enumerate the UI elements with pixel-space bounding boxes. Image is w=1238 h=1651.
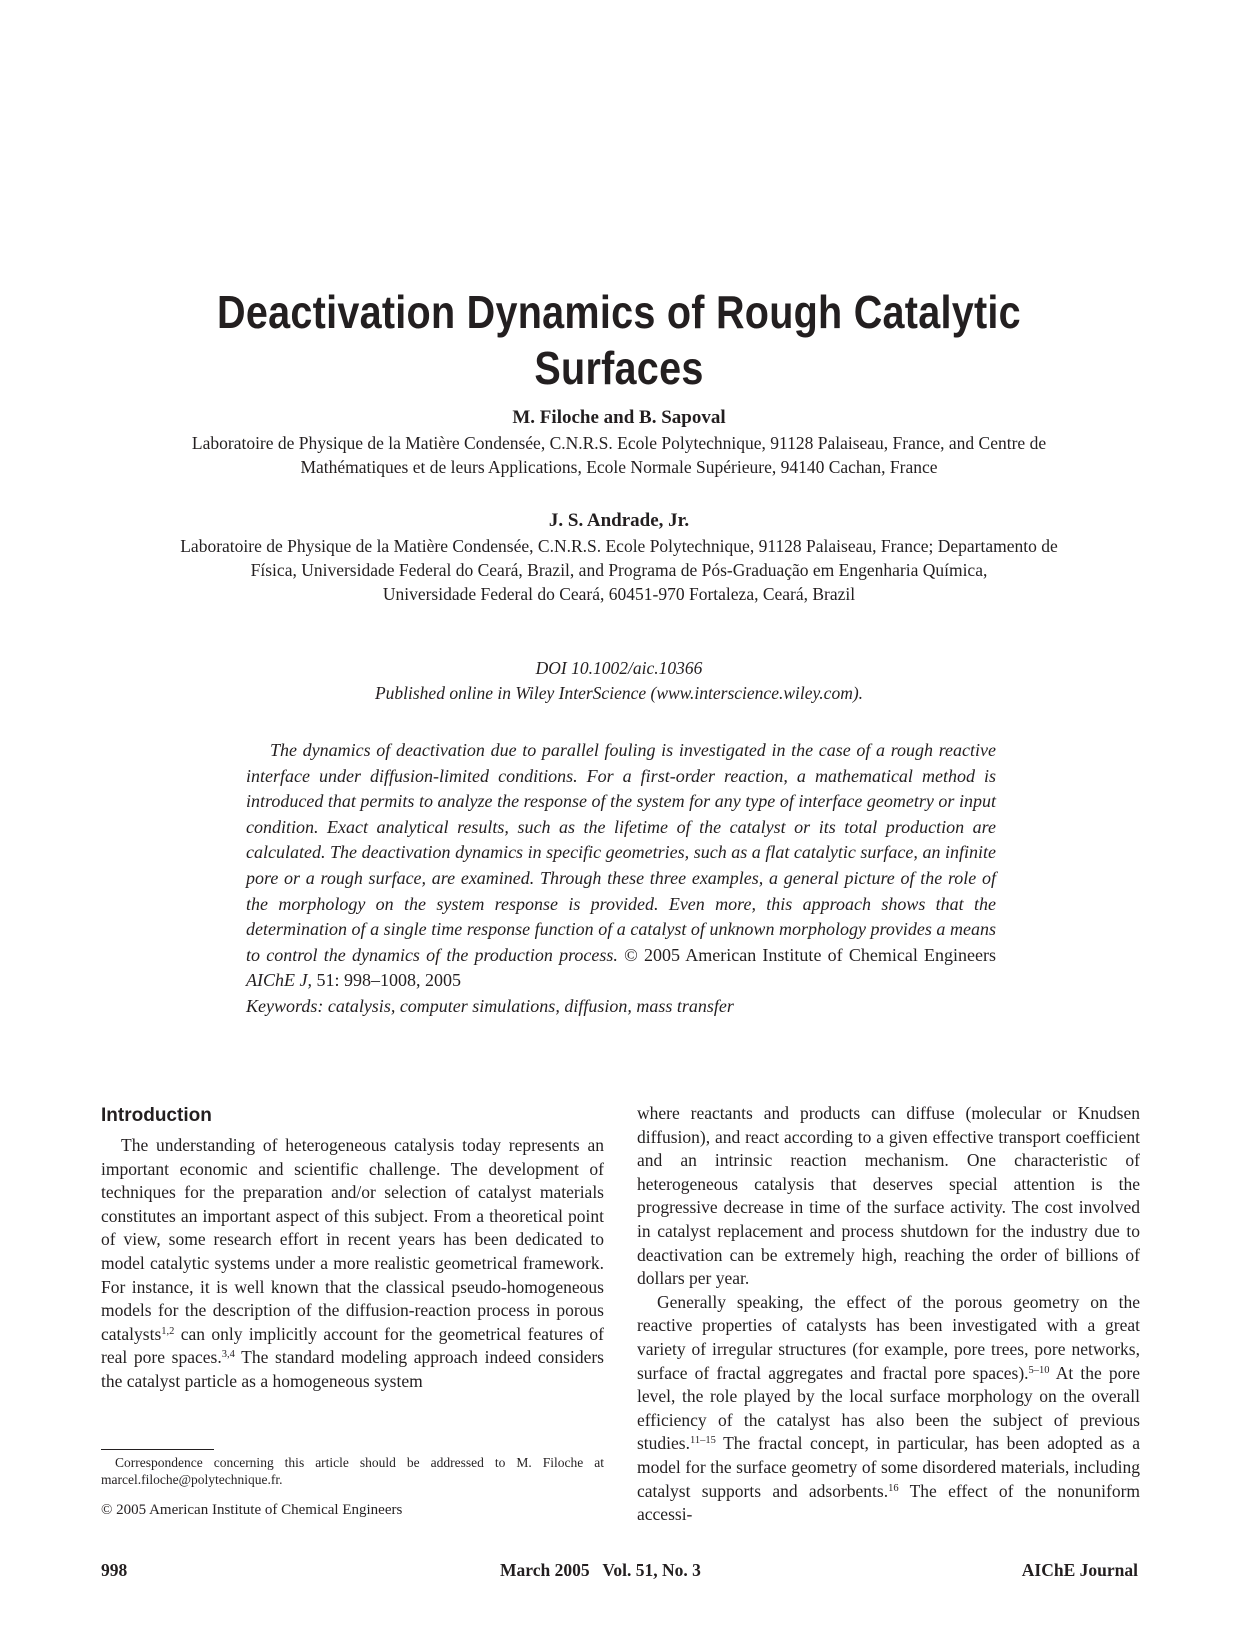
paragraph: The understanding of heterogeneous catalysis today represents an important economic and scientific challenge. The development of techniques for the preparation and/or selection of catalyst materials constitutes an important aspect of this subject. From a theoretical point of view, some research effort in recent years has been dedicated to model catalytic systems under a more realistic geometrical framework. For instance, it is well known that the classical pseudo-homogeneous models for the description of the diffusion-reaction process in porous catalysts$^{1,2}$ can only implicitly account for the geometrical features of real pore spaces.$^{3,4}$ The standard modeling approach indeed considers the catalyst particle as a homogeneous system	[101, 1135, 604, 1391]
citation-ref: 5–10	[1028, 1364, 1050, 1376]
left-column	[101, 1104, 604, 1394]
abstract-citation: 51: 998–1008, 2005	[316, 970, 461, 991]
section-heading: Introduction	[101, 1105, 212, 1126]
paragraph: where reactants and products can diffuse (molecular or Knudsen diffusion), and react according to a given effective transport coefficient and an intrinsic reaction mechanism. One characteristic of heterogeneous catalysis that deserves special attention is the progressive decrease in time of the surface activity. The cost involved in catalyst replacement and process shutdown for the industry due to deactivation can be extremely high, reaching the order of billions of dollars per year.	[637, 1103, 1140, 1289]
affiliation-line: Universidade Federal do Ceará, 60451-970 Fortaleza, Ceará, Brazil	[382, 584, 856, 604]
title-line-2: Surfaces	[534, 342, 704, 394]
author-names: J. S. Andrade, Jr.	[548, 510, 690, 531]
author-block-1	[90, 405, 1148, 479]
footnote-divider	[101, 1449, 214, 1450]
footnote-text: Correspondence concerning this article should be addressed to M. Filoche at marcel.filoche@polytechnique.fr.	[101, 1455, 604, 1487]
issue-info: March 2005 Vol. 51, No. 3	[500, 1560, 701, 1580]
citation-ref: 3,4	[221, 1349, 235, 1361]
publication-note: Published online in Wiley InterScience (www.interscience.wiley.com).	[374, 683, 864, 703]
citation-ref: 11–15	[690, 1435, 716, 1447]
page-number: 998	[101, 1560, 128, 1580]
citation-ref: 1,2	[161, 1325, 175, 1337]
article-title	[190, 284, 1048, 396]
affiliation-line: Física, Universidade Federal do Ceará, Brazil, and Programa de Pós-Graduação em Engenharia Química,	[250, 560, 988, 580]
footnote	[101, 1454, 604, 1488]
doi-block	[90, 656, 1148, 706]
abstract-journal: AIChE J,	[246, 970, 312, 991]
copyright-line: © 2005 American Institute of Chemical Engineers	[101, 1502, 403, 1518]
citation-ref: 16	[888, 1482, 899, 1494]
journal-name: AIChE Journal	[1021, 1560, 1138, 1580]
right-column	[637, 1102, 1140, 1527]
abstract-text: The dynamics of deactivation due to parallel fouling is investigated in the case of a rough reactive interface under diffusion-limited conditions. For a first-order reaction, a mathematical method is introduced that permits to analyze the response of the system for any type of interface geometry or input condition. Exact analytical results, such as the lifetime of the catalyst or its total production are calculated. The deactivation dynamics in specific geometries, such as a flat catalytic surface, an infinite pore or a rough surface, are examined. Through these three examples, a general picture of the role of the morphology on the system response is provided. Even more, this approach shows that the determination of a single time response function of a catalyst of unknown morphology provides a means to control the dynamics of the production process.	[246, 740, 996, 965]
affiliation-line: Laboratoire de Physique de la Matière Condensée, C.N.R.S. Ecole Polytechnique, 91128 Palaiseau, France; Departamento de	[180, 536, 1058, 556]
paragraph: Generally speaking, the effect of the porous geometry on the reactive properties of catalysts has been investigated with a great variety of irregular structures (for example, pore trees, pore networks, surface of fractal aggregates and fractal pore spaces).$^{5-10}$ At the pore level, the role played by the local surface morphology on the overall efficiency of the catalyst has also been the subject of previous studies.$^{11-15}$ The fractal concept, in particular, has been adopted as a model for the surface geometry of some disordered materials, including catalyst supports and adsorbents.$^{16}$ The effect of the nonuniform accessi-	[637, 1291, 1141, 1525]
affiliation-line: Mathématiques et de leurs Applications, Ecole Normale Supérieure, 94140 Cachan, France	[300, 457, 938, 477]
doi: DOI 10.1002/aic.10366	[535, 658, 703, 678]
abstract-copyright: © 2005 American Institute of Chemical Engineers	[624, 944, 997, 965]
title-line-1: Deactivation Dynamics of Rough Catalytic	[217, 286, 1021, 338]
author-names: M. Filoche and B. Sapoval	[512, 407, 726, 428]
keywords: Keywords: catalysis, computer simulations, diffusion, mass transfer	[246, 995, 734, 1016]
affiliation-line: Laboratoire de Physique de la Matière Condensée, C.N.R.S. Ecole Polytechnique, 91128 Palaiseau, France, and Centre de	[191, 433, 1047, 453]
abstract	[246, 738, 996, 1020]
author-block-2	[90, 508, 1148, 606]
